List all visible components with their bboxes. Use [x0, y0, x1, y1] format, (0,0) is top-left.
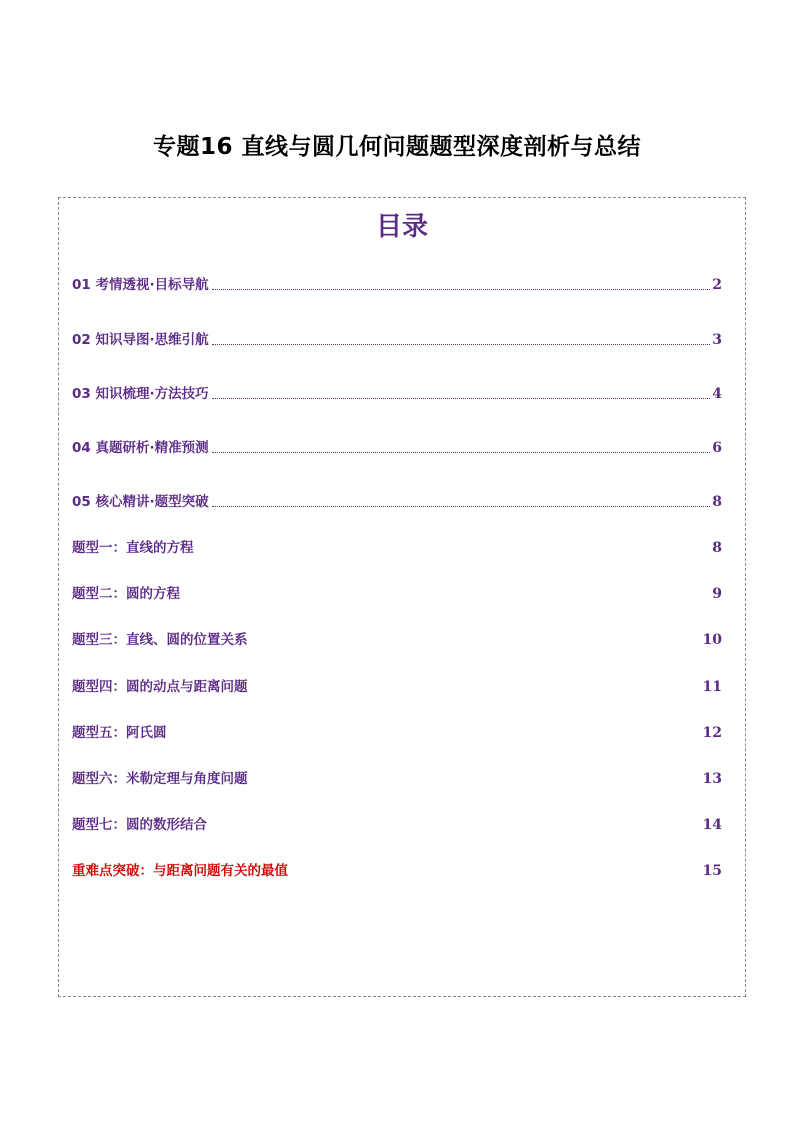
toc-entry-label: 03 知识梳理·方法技巧 [72, 386, 209, 402]
toc-entry-type-4[interactable] [72, 676, 722, 696]
toc-entry-page: 9 [712, 586, 722, 602]
toc-entry-label: 题型一：直线的方程 [72, 540, 194, 556]
toc-entry-type-5[interactable] [72, 722, 722, 742]
toc-entry-label: 04 真题研析·精准预测 [72, 440, 209, 456]
toc-entry-type-1[interactable] [72, 537, 722, 557]
toc-entry-label: 题型二：圆的方程 [72, 586, 180, 602]
toc-entry-01[interactable] [72, 274, 722, 294]
toc-entry-label: 题型五：阿氏圆 [72, 725, 167, 741]
toc-entry-02[interactable] [72, 329, 722, 349]
toc-entry-label: 题型三：直线、圆的位置关系 [72, 632, 248, 648]
toc-heading: 目录 [375, 212, 428, 242]
toc-entry-page: 2 [712, 277, 722, 293]
toc-entry-label: 01 考情透视·目标导航 [72, 277, 209, 293]
toc-entry-label: 02 知识导图·思维引航 [72, 332, 209, 348]
toc-entry-label: 题型四：圆的动点与距离问题 [72, 679, 248, 695]
toc-entry-page: 8 [712, 540, 722, 556]
dot-leader [212, 397, 711, 399]
toc-entry-05[interactable] [72, 491, 722, 511]
toc-entry-label: 重难点突破：与距离问题有关的最值 [72, 863, 288, 879]
toc-entry-page: 6 [712, 440, 722, 456]
toc-entry-type-6[interactable] [72, 768, 722, 788]
toc-entry-label: 题型七：圆的数形结合 [72, 817, 207, 833]
toc-entry-page: 10 [702, 632, 722, 648]
table-of-contents [58, 197, 746, 997]
document-title: 专题16 直线与圆几何问题题型深度剖析与总结 [152, 134, 641, 160]
toc-entry-page: 8 [712, 494, 722, 510]
toc-entry-page: 13 [702, 771, 722, 787]
toc-entry-label: 05 核心精讲·题型突破 [72, 494, 209, 510]
dot-leader [212, 451, 711, 453]
dot-leader [212, 343, 711, 345]
toc-entry-page: 15 [702, 863, 722, 879]
toc-entry-page: 11 [702, 679, 722, 695]
toc-entry-page: 4 [712, 386, 722, 402]
toc-entry-page: 12 [702, 725, 722, 741]
toc-entry-type-3[interactable] [72, 629, 722, 649]
toc-entry-type-2[interactable] [72, 583, 722, 603]
toc-entry-03[interactable] [72, 383, 722, 403]
toc-entry-key-difficulty[interactable] [72, 860, 722, 880]
toc-entry-page: 3 [712, 332, 722, 348]
toc-entry-04[interactable] [72, 437, 722, 457]
dot-leader [212, 505, 711, 507]
dot-leader [212, 288, 711, 290]
toc-entry-page: 14 [702, 817, 722, 833]
toc-entry-label: 题型六：米勒定理与角度问题 [72, 771, 248, 787]
toc-entry-type-7[interactable] [72, 814, 722, 834]
